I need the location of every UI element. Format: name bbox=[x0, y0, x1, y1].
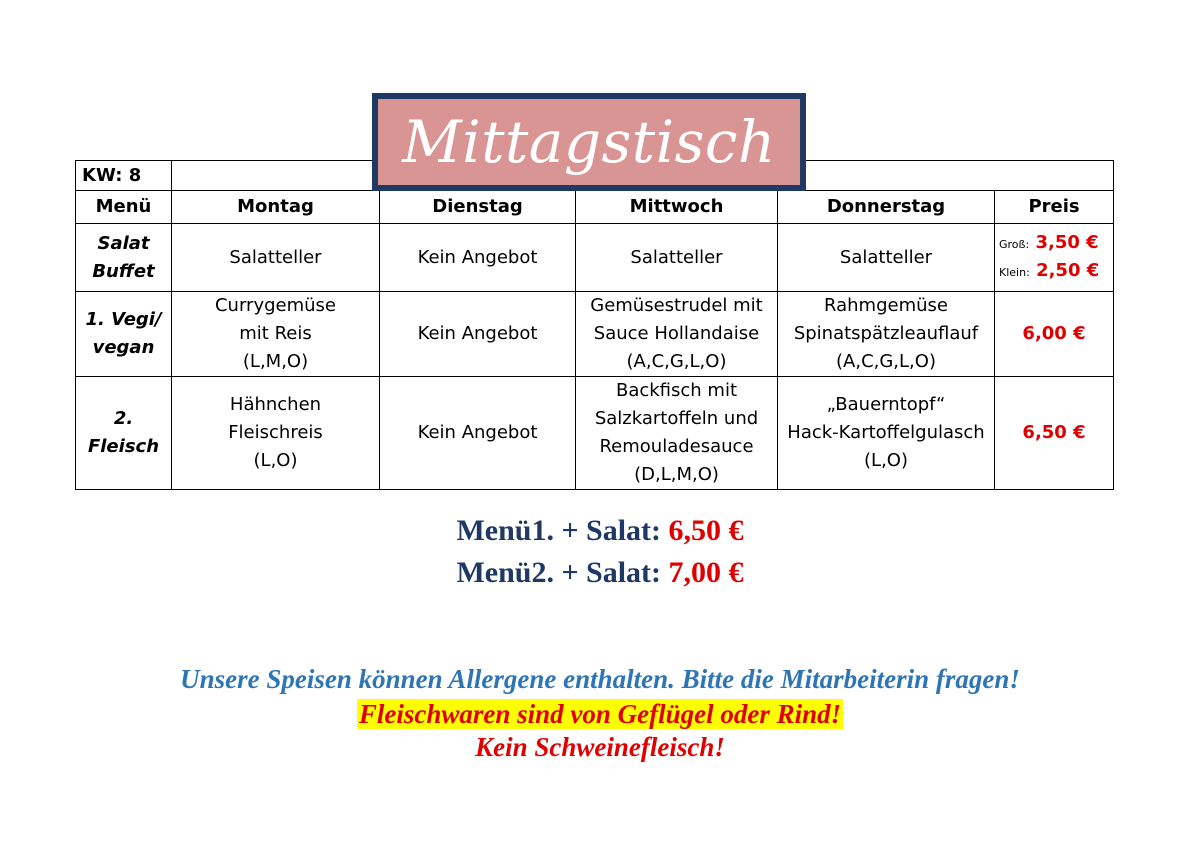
combo-price: 7,00 € bbox=[668, 556, 744, 589]
row-label-salat bbox=[76, 224, 172, 292]
dish-line: Kein Angebot bbox=[417, 246, 538, 268]
price-large-line bbox=[995, 230, 1113, 258]
price-salat bbox=[995, 224, 1114, 292]
dish-line: Salatteller bbox=[229, 246, 322, 268]
allergen-codes: (D,L,M,O) bbox=[634, 464, 719, 485]
cell-fleisch-montag bbox=[172, 377, 380, 490]
meat-source-text: Fleischwaren sind von Geflügel oder Rind! bbox=[358, 699, 842, 729]
cell-vegi-donnerstag bbox=[778, 292, 995, 377]
header-mittwoch: Mittwoch bbox=[576, 191, 778, 224]
combo-label: Menü1. + Salat: bbox=[456, 514, 662, 547]
row-label-line: Salat bbox=[97, 232, 150, 254]
cell-salat-dienstag bbox=[380, 224, 576, 292]
no-pork-note: Kein Schweinefleisch! bbox=[475, 732, 725, 762]
dish-line: Kein Angebot bbox=[417, 422, 538, 443]
allergen-codes: (A,C,G,L,O) bbox=[626, 351, 727, 372]
price-large-value: 3,50 € bbox=[1035, 231, 1099, 253]
dish-line: mit Reis bbox=[239, 323, 312, 344]
row-label-line: 2. Fleisch bbox=[87, 408, 160, 457]
combo-offer-2 bbox=[0, 556, 1200, 590]
allergen-codes: (L,M,O) bbox=[242, 351, 309, 372]
dish-line: Backfisch mit bbox=[615, 380, 738, 401]
dish-line: Gemüsestrudel mit bbox=[590, 295, 763, 316]
meat-source-note bbox=[0, 699, 1200, 730]
week-label: KW: 8 bbox=[76, 161, 172, 191]
combo-price: 6,50 € bbox=[668, 514, 744, 547]
table-row bbox=[76, 377, 1114, 490]
row-label-line: Buffet bbox=[92, 260, 155, 282]
price-small-value: 2,50 € bbox=[1036, 259, 1100, 281]
dish-line: Rahmgemüse bbox=[824, 295, 948, 316]
combo-label: Menü2. + Salat: bbox=[456, 556, 662, 589]
row-label-line: 1. Vegi/ bbox=[85, 309, 162, 330]
dish-line: Hähnchen bbox=[229, 394, 322, 415]
header-donnerstag: Donnerstag bbox=[778, 191, 995, 224]
price-small-line bbox=[995, 258, 1113, 286]
menu-table bbox=[75, 160, 1114, 490]
table-row bbox=[76, 292, 1114, 377]
cell-vegi-montag bbox=[172, 292, 380, 377]
row-label-fleisch bbox=[76, 377, 172, 490]
allergen-note: Unsere Speisen können Allergene enthalten. Bitte die Mitarbeiterin fragen! bbox=[180, 664, 1020, 694]
dish-line: Fleischreis bbox=[228, 422, 323, 443]
dish-line: Salatteller bbox=[839, 246, 933, 268]
header-menu: Menü bbox=[76, 191, 172, 224]
price-vegi: 6,00 € bbox=[995, 292, 1114, 377]
table-row bbox=[76, 224, 1114, 292]
allergen-codes: (L,O) bbox=[864, 450, 908, 471]
dish-line: Currygemüse bbox=[214, 295, 336, 316]
dish-line: „Bauerntopf“ bbox=[826, 394, 946, 415]
dish-line: Remouladesauce bbox=[599, 436, 754, 457]
cell-fleisch-donnerstag bbox=[778, 377, 995, 490]
dish-line: Kein Angebot bbox=[417, 323, 538, 344]
cell-salat-mittwoch bbox=[576, 224, 778, 292]
combo-offer-1 bbox=[0, 514, 1200, 548]
dish-line: Salzkartoffeln und bbox=[594, 408, 759, 429]
cell-salat-donnerstag bbox=[778, 224, 995, 292]
row-label-line: vegan bbox=[92, 337, 155, 358]
page-title: Mittagstisch bbox=[402, 108, 776, 176]
cell-fleisch-dienstag bbox=[380, 377, 576, 490]
row-label-vegi bbox=[76, 292, 172, 377]
cell-fleisch-mittwoch bbox=[576, 377, 778, 490]
dish-line: Hack-Kartoffelgulasch bbox=[787, 422, 985, 443]
dish-line: Spinatspätzleauflauf bbox=[793, 323, 979, 344]
price-fleisch: 6,50 € bbox=[995, 377, 1114, 490]
dish-line: Sauce Hollandaise bbox=[593, 323, 760, 344]
allergen-codes: (A,C,G,L,O) bbox=[836, 351, 936, 372]
cell-vegi-dienstag bbox=[380, 292, 576, 377]
title-banner bbox=[372, 93, 806, 191]
header-dienstag: Dienstag bbox=[380, 191, 576, 224]
header-row bbox=[76, 191, 1114, 224]
cell-vegi-mittwoch bbox=[576, 292, 778, 377]
header-preis: Preis bbox=[995, 191, 1114, 224]
price-small-label: Klein: bbox=[999, 265, 1030, 279]
allergen-codes: (L,O) bbox=[253, 450, 298, 471]
cell-salat-montag bbox=[172, 224, 380, 292]
price-large-label: Groß: bbox=[999, 237, 1030, 251]
dish-line: Salatteller bbox=[630, 246, 723, 268]
header-montag: Montag bbox=[172, 191, 380, 224]
